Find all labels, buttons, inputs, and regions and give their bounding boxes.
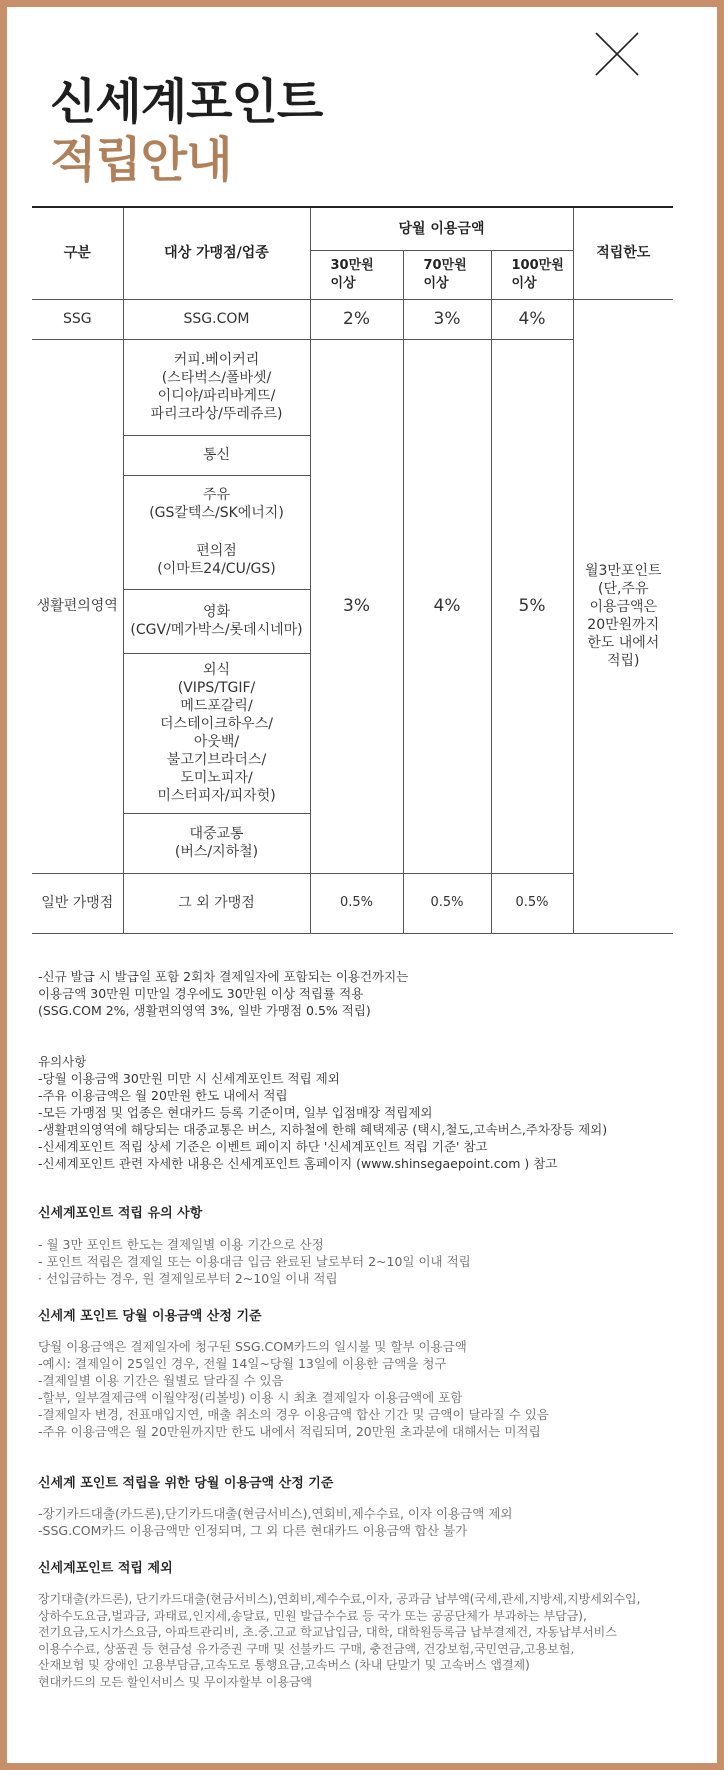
caution-line: -모든 가맹점 및 업종은 현대카드 등록 기준이며, 일부 입점매장 적립제외 (38, 1105, 433, 1120)
merchant-convenience (123, 532, 310, 589)
section2-body (38, 1338, 688, 1440)
merchant-fuel (123, 475, 310, 532)
merchant-dining (123, 653, 310, 813)
section2-line: -결제일별 이용 기간은 월별로 달라질 수 있음 (38, 1373, 284, 1388)
life-rate-100: 5% (491, 339, 573, 873)
tier-100-label: 100만원 이상 (511, 257, 564, 291)
section4-line: 장기대출(카드론), 단기카드대출(현금서비스),연회비,제수수료,이자, 공과금 납부액(국세,관세,지방세,지방세외수입, (38, 1592, 641, 1606)
intro-line: 이용금액 30만원 미만일 경우에도 30만원 이상 적립률 적용 (38, 986, 364, 1001)
intro-note (38, 968, 688, 1019)
intro-line: (SSG.COM 2%, 생활편의영역 3%, 일반 가맹점 0.5% 적립) (38, 1003, 371, 1018)
general-category: 일반 가맹점 (32, 873, 123, 933)
general-rate-70: 0.5% (403, 873, 491, 933)
section3-body (38, 1505, 688, 1539)
section2-line: -주유 이용금액은 월 20만원까지만 한도 내에서 적립되며, 20만원 초과분에 대해서는 미적립 (38, 1424, 541, 1439)
ssg-rate-100: 4% (491, 299, 573, 339)
tier-30 (310, 250, 403, 299)
table-row-ssg (32, 299, 673, 339)
section1-line: - 월 3만 포인트 한도는 결제일별 이용 기간으로 산정 (38, 1237, 324, 1252)
section2-line: -예시: 결제일이 25일인 경우, 전월 14일~당월 13일에 이용한 금액을 청구 (38, 1356, 447, 1371)
general-rate-100: 0.5% (491, 873, 573, 933)
caution-line: -신세계포인트 관련 자세한 내용은 신세계포인트 홈페이지 (www.shinsegaepoint.com ) 참고 (38, 1156, 558, 1171)
col-merchant-header: 대상 가맹점/업종 (123, 207, 310, 299)
life-rate-30: 3% (310, 339, 403, 873)
merchant-fuel-label: 주유 (GS칼텍스/SK에너지) (149, 486, 284, 521)
caution-line: -주유 이용금액은 월 20만원 한도 내에서 적립 (38, 1088, 288, 1103)
section3-heading: 신세계 포인트 적립을 위한 당월 이용금액 산정 기준 (38, 1476, 334, 1491)
merchant-transit-label: 대중교통 (버스/지하철) (174, 826, 259, 860)
ssg-rate-30: 2% (310, 299, 403, 339)
tier-70 (403, 250, 491, 299)
tier-70-label: 70만원 이상 (423, 257, 467, 291)
ssg-merchant: SSG.COM (123, 299, 310, 339)
caution-note (38, 1053, 688, 1172)
merchant-convenience-label: 편의점 (이마트24/CU/GS) (157, 543, 276, 578)
close-icon (593, 30, 641, 78)
section1-line: - 포인트 적립은 결제일 또는 이용대금 입금 완료된 날로부터 2~10일 이내 적립 (38, 1254, 471, 1269)
section4-line: 이용수수료, 상품권 등 현금성 유가증권 구매 및 선불카드 구매, 충전금액, 건강보험,국민연금,고용보험, (38, 1641, 575, 1656)
section4-heading: 신세계포인트 적립 제외 (38, 1561, 173, 1576)
section2-line: -결제일자 변경, 전표매입지연, 매출 취소의 경우 이용금액 합산 기간 및 금액이 달라질 수 있음 (38, 1407, 549, 1422)
table-header-row (32, 207, 673, 250)
page-subtitle: 적립안내 (50, 132, 232, 188)
close-button[interactable] (593, 30, 641, 78)
section4-line: 산재보험 및 장애인 고용부담금,고속도로 통행요금,고속버스 (차내 단말기 및 고속버스 앱결제) (38, 1658, 530, 1672)
caution-line: -신세계포인트 적립 상세 기준은 이벤트 페이지 하단 '신세계포인트 적립 기준' 참고 (38, 1139, 488, 1154)
section2-line: -할부, 일부결제금액 이월약정(리볼빙) 이용 시 최초 결제일자 이용금액에 포함 (38, 1390, 463, 1405)
section1-line: · 선입금하는 경우, 원 결제일로부터 2~10일 이내 적립 (38, 1271, 338, 1286)
section3-line: -SSG.COM카드 이용금액만 인정되며, 그 외 다른 현대카드 이용금액 합산 불가 (38, 1523, 468, 1538)
merchant-dining-label: 외식 (VIPS/TGIF/ 메드포갈릭/ 더스테이크하우스/ 아웃백/ 불고기브라더스/ 도미노피자/ 미스터피자/피자헛) (157, 662, 276, 804)
section4-body (38, 1591, 688, 1690)
page-title: 신세계포인트 (50, 74, 323, 130)
limit-text: 월3만포인트 (단,주유 이용금액은 20만원까지 한도 내에서 적립) (584, 563, 662, 669)
tier-100 (491, 250, 573, 299)
section1-heading: 신세계포인트 적립 유의 사항 (38, 1206, 203, 1221)
merchant-movie (123, 589, 310, 653)
tier-30-label: 30만원 이상 (330, 257, 374, 291)
intro-line: -신규 발급 시 발급일 포함 2회차 결제일자에 포함되는 이용건까지는 (38, 969, 409, 984)
general-merchant: 그 외 가맹점 (123, 873, 310, 933)
col-monthly-header: 당월 이용금액 (310, 207, 573, 250)
ssg-category: SSG (32, 299, 123, 339)
merchant-coffee (123, 339, 310, 435)
life-rate-70: 4% (403, 339, 491, 873)
caution-line: -생활편의영역에 해당되는 대중교통은 버스, 지하철에 한해 혜택제공 (택시,철도,고속버스,주차장등 제외) (38, 1122, 608, 1137)
col-limit-header: 적립한도 (573, 207, 673, 299)
section4-line: 상하수도요금,벌과금, 과태료,인지세,송달료, 민원 발급수수료 등 국가 또는 공공단체가 부과하는 부담금), (38, 1608, 587, 1623)
col-category-header: 구분 (32, 207, 123, 299)
merchant-movie-label: 영화 (CGV/메가박스/롯데시네마) (130, 604, 303, 638)
section4-line: 현대카드의 모든 할인서비스 및 무이자할부 이용금액 (38, 1674, 313, 1689)
merchant-transit (123, 813, 310, 873)
section4-line: 전기요금,도시가스요금, 아파트관리비, 초.중.고교 학교납입금, 대학, 대학원등록금 납부결제건, 자동납부서비스 (38, 1625, 617, 1639)
merchant-telecom: 통신 (123, 435, 310, 475)
rate-table (32, 206, 673, 934)
caution-line: -당월 이용금액 30만원 미만 시 신세계포인트 적립 제외 (38, 1071, 340, 1086)
ssg-rate-70: 3% (403, 299, 491, 339)
caution-title: 유의사항 (38, 1054, 87, 1069)
life-category: 생활편의영역 (32, 339, 123, 873)
section2-heading: 신세계 포인트 당월 이용금액 산정 기준 (38, 1309, 262, 1324)
merchant-coffee-label: 커피.베이커리 (스타벅스/폴바셋/ 이디야/파리바게뜨/ 파리크라상/뚜레쥬르) (150, 352, 283, 422)
section3-line: -장기카드대출(카드론),단기카드대출(현금서비스),연회비,제수수료, 이자 이용금액 제외 (38, 1506, 513, 1521)
section2-line: 당월 이용금액은 결제일자에 청구된 SSG.COM카드의 일시불 및 할부 이용금액 (38, 1339, 467, 1354)
section1-body (38, 1236, 688, 1287)
limit-cell (573, 299, 673, 933)
general-rate-30: 0.5% (310, 873, 403, 933)
